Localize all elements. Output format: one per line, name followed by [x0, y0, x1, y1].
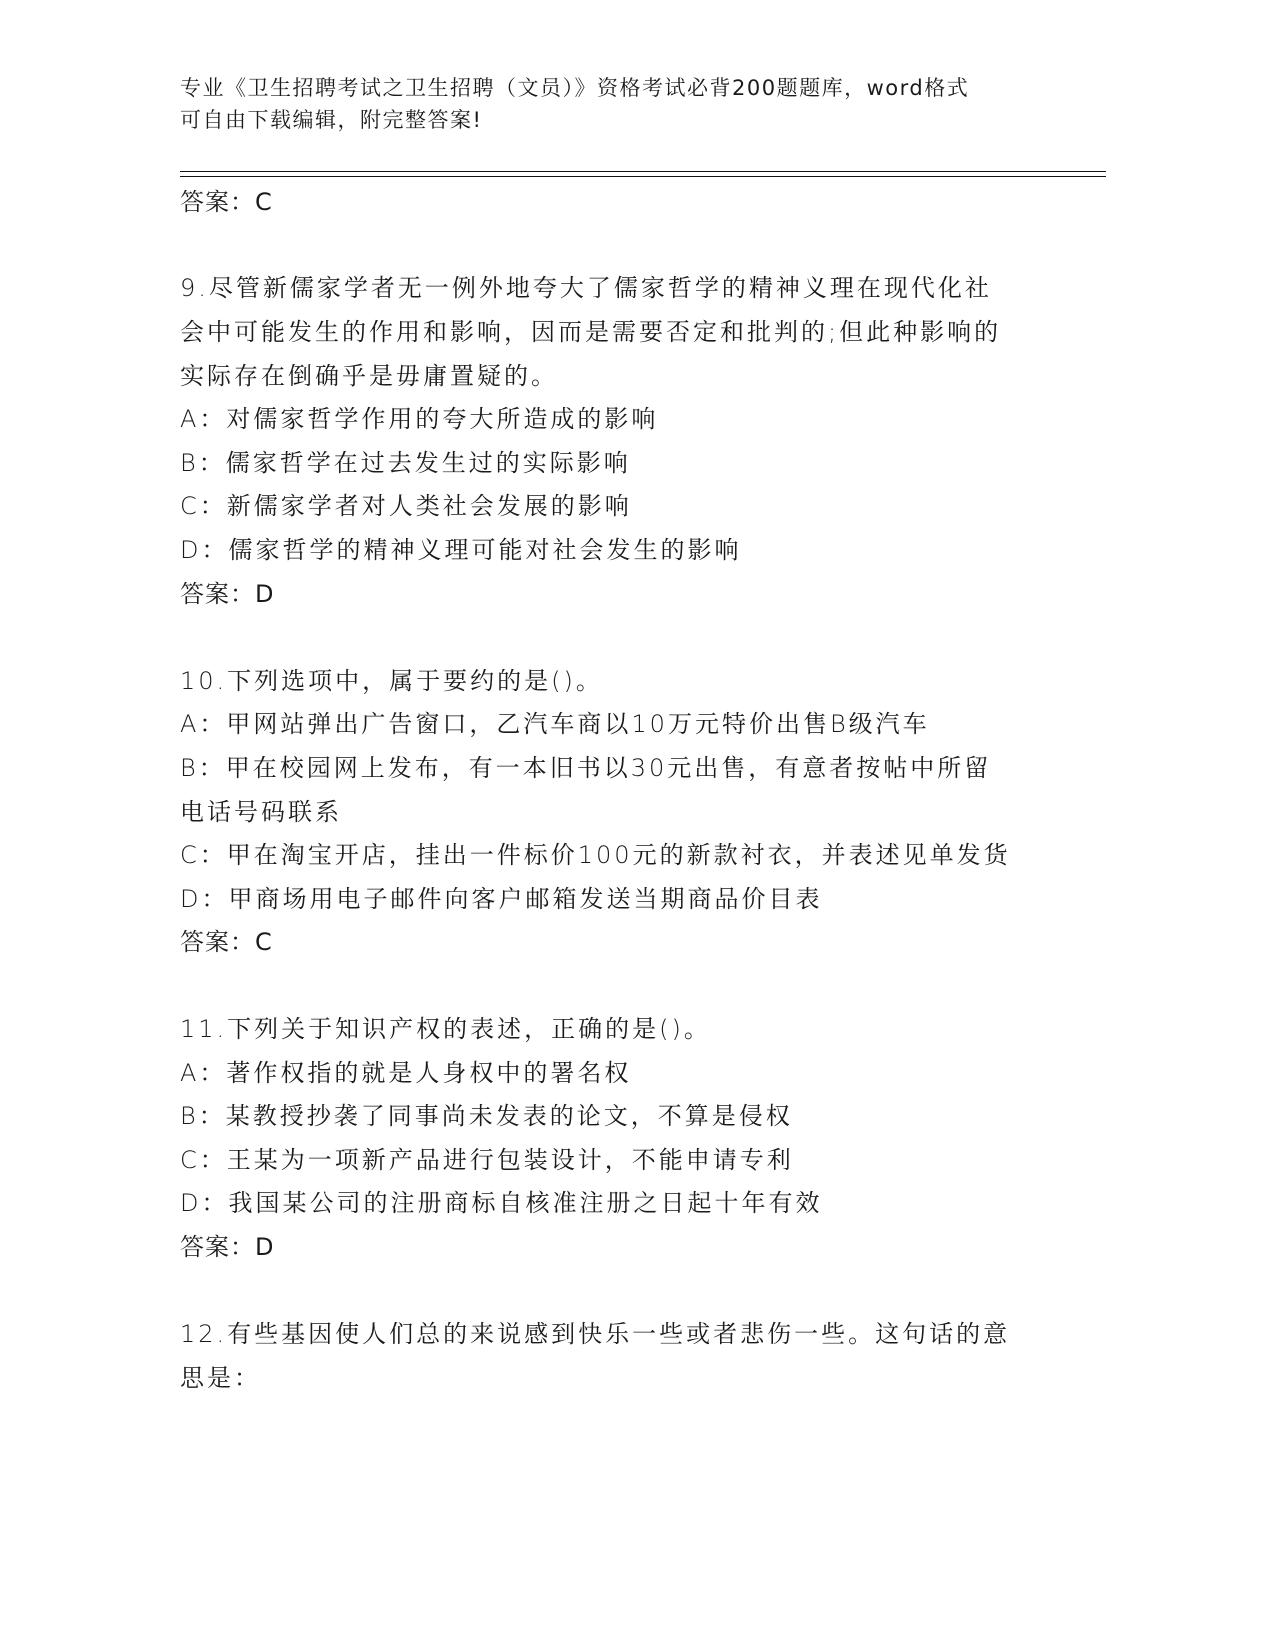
previous-answer: 答案：C — [180, 188, 273, 216]
q10-stem: 10.下列选项中，属于要约的是()。 — [180, 667, 603, 695]
q9-stem-line-2: 会中可能发生的作用和影响，因而是需要否定和批判的;但此种影响的 — [180, 318, 1002, 346]
q9-option-b: B：儒家哲学在过去发生过的实际影响 — [180, 449, 631, 477]
q9-stem-line-3: 实际存在倒确乎是毋庸置疑的。 — [180, 362, 558, 390]
q9-answer: 答案：D — [180, 580, 275, 608]
q12-stem-line-2: 思是： — [180, 1364, 261, 1392]
q11-option-b: B：某教授抄袭了同事尚未发表的论文，不算是侵权 — [180, 1102, 793, 1130]
header-divider-top — [180, 171, 1106, 172]
document-header — [180, 72, 1050, 136]
q10-option-b-line-1: B：甲在校园网上发布，有一本旧书以30元出售，有意者按帖中所留 — [180, 754, 992, 782]
q11-option-d: D：我国某公司的注册商标自核准注册之日起十年有效 — [180, 1189, 823, 1217]
q11-stem: 11.下列关于知识产权的表述，正确的是()。 — [180, 1015, 711, 1043]
q10-option-d: D：甲商场用电子邮件向客户邮箱发送当期商品价目表 — [180, 885, 823, 913]
q11-option-c: C：王某为一项新产品进行包装设计，不能申请专利 — [180, 1146, 794, 1174]
header-line-1: 专业《卫生招聘考试之卫生招聘（文员）》资格考试必背200题题库，word格式 — [180, 76, 970, 100]
q9-option-d: D：儒家哲学的精神义理可能对社会发生的影响 — [180, 536, 742, 564]
q9-option-a: A：对儒家哲学作用的夸大所造成的影响 — [180, 405, 659, 433]
header-divider-bottom — [180, 176, 1106, 177]
q12-stem-line-1: 12.有些基因使人们总的来说感到快乐一些或者悲伤一些。这句话的意 — [180, 1320, 1011, 1348]
q11-option-a: A：著作权指的就是人身权中的署名权 — [180, 1059, 632, 1087]
q9-stem-line-1: 9.尽管新儒家学者无一例外地夸大了儒家哲学的精神义理在现代化社 — [180, 274, 992, 302]
header-line-2: 可自由下载编辑，附完整答案! — [180, 108, 483, 132]
q9-option-c: C：新儒家学者对人类社会发展的影响 — [180, 492, 632, 520]
q10-option-c: C：甲在淘宝开店，挂出一件标价100元的新款衬衣，并表述见单发货 — [180, 841, 1011, 869]
q10-option-b-line-2: 电话号码联系 — [180, 798, 342, 826]
q11-answer: 答案：D — [180, 1233, 275, 1261]
q10-answer: 答案：C — [180, 928, 273, 956]
q10-option-a: A：甲网站弹出广告窗口，乙汽车商以10万元特价出售B级汽车 — [180, 710, 930, 738]
